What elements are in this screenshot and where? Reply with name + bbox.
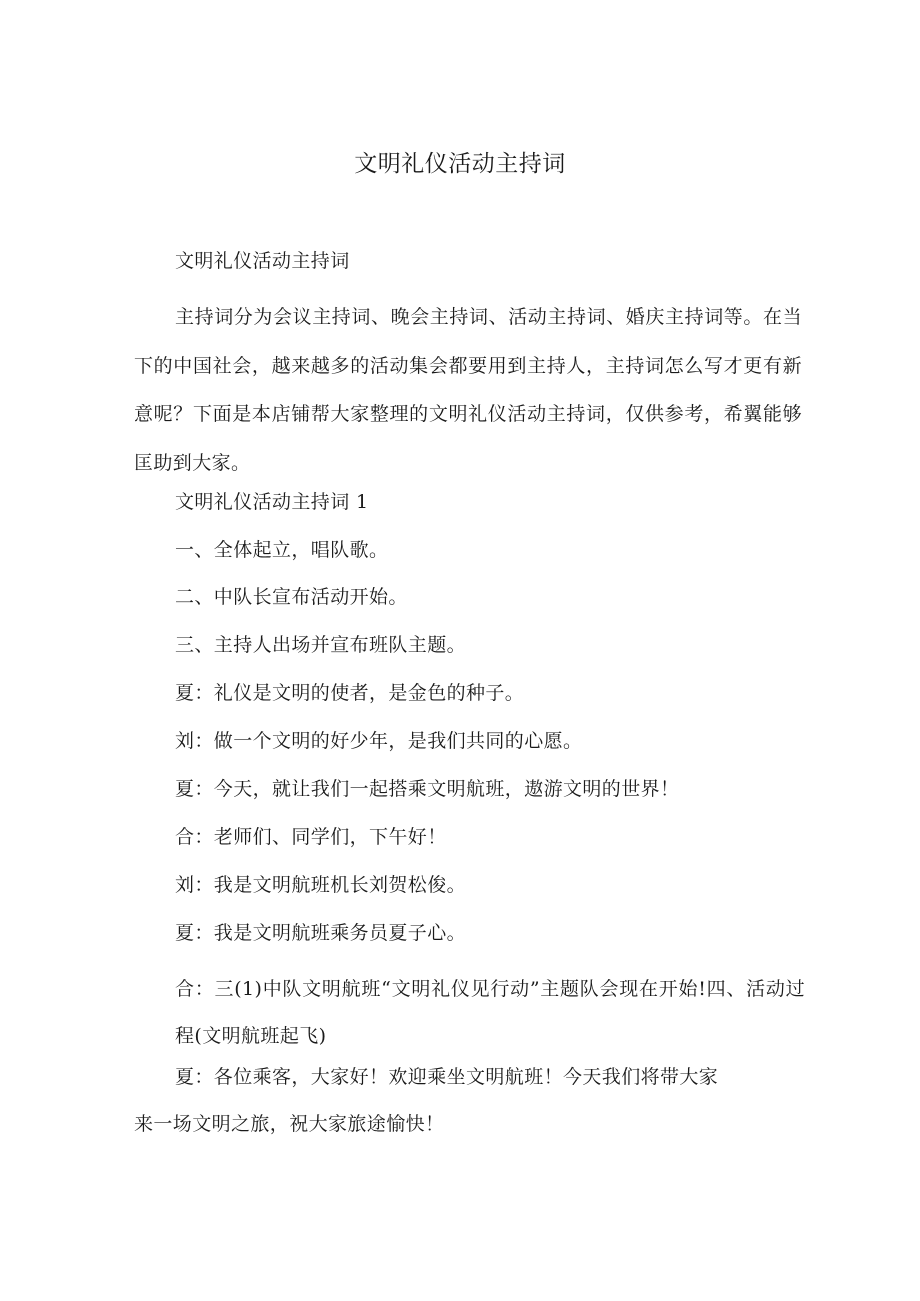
script-line: 夏：礼仪是文明的使者，是金色的种子。 xyxy=(175,682,525,704)
script-line-he: 合：三(1)中队文明航班“文明礼仪见行动”主题队会现在开始!四、活动过程(文明航班起飞) xyxy=(175,978,805,1047)
script-line: 来一场文明之旅，祝大家旅途愉快！ xyxy=(134,1113,445,1135)
script-line: 刘：做一个文明的好少年，是我们共同的心愿。 xyxy=(175,730,583,752)
document-title: 文明礼仪活动主持词 xyxy=(354,151,566,177)
script-line: 三、主持人出场并宣布班队主题。 xyxy=(175,634,467,656)
section-heading: 文明礼仪活动主持词 1 xyxy=(175,491,369,513)
script-line: 夏：今天，就让我们一起搭乘文明航班，遨游文明的世界！ xyxy=(175,778,680,800)
script-line: 刘：我是文明航班机长刘贺松俊。 xyxy=(175,874,467,896)
script-line: 夏：我是文明航班乘务员夏子心。 xyxy=(175,922,467,944)
intro-paragraph: 主持词分为会议主持词、晚会主持词、活动主持词、婚庆主持词等。在当下的中国社会，越来越多的活动集会都要用到主持人，主持词怎么写才更有新意呢？下面是本店铺帮大家整理的文明礼仪活动主持词，仅供参考，希翼能够匡助到大家。 xyxy=(134,306,802,474)
script-line: 一、全体起立，唱队歌。 xyxy=(175,539,389,561)
document-subtitle: 文明礼仪活动主持词 xyxy=(175,250,350,272)
script-line: 二、中队长宣布活动开始。 xyxy=(175,586,408,608)
script-line: 夏：各位乘客，大家好！欢迎乘坐文明航班！今天我们将带大家 xyxy=(175,1066,719,1088)
script-line: 合：老师们、同学们，下午好！ xyxy=(175,826,447,848)
